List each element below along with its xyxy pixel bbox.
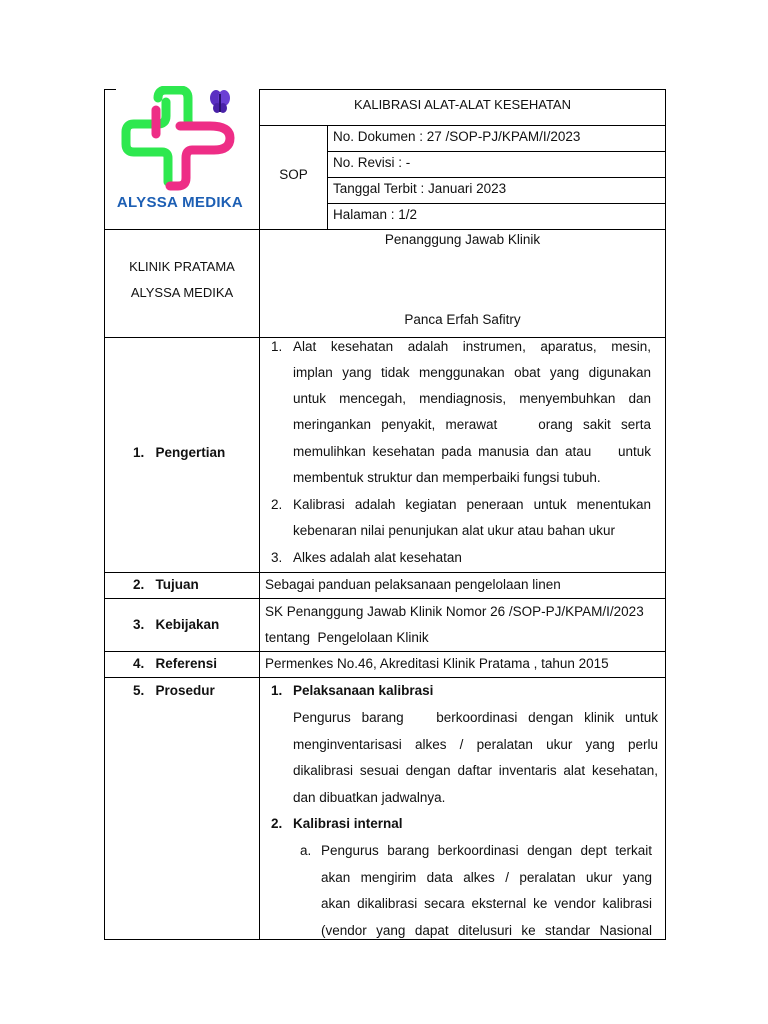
substep-line: akan mengirim data alkes / peralatan ukur yang bbox=[321, 870, 652, 885]
substep-line: (vendor yang dapat ditelusuri ke standar Nasional bbox=[321, 923, 652, 938]
substep-line: akan dikalibrasi secara eksternal ke vendor kalibrasi bbox=[321, 896, 652, 911]
step-number: 1. bbox=[271, 683, 283, 698]
list-line: Kalibrasi adalah kegiatan peneraan untuk menentukan bbox=[293, 497, 651, 512]
kebijakan-line1: SK Penanggung Jawab Klinik Nomor 26 /SOP-PJ/KPAM/I/2023 bbox=[265, 604, 644, 619]
sop-label: SOP bbox=[279, 167, 308, 182]
clinic-name-line1: KLINIK PRATAMA bbox=[129, 259, 235, 274]
logo-text: ALYSSA MEDIKA bbox=[116, 194, 244, 211]
list-line: membentuk struktur dan memperbaiki fungsi tubuh. bbox=[293, 470, 601, 485]
step-line: Pengurus barang berkoordinasi dengan klinik untuk bbox=[293, 710, 658, 725]
step-line: menginventarisasi alkes / peralatan ukur yang perlu bbox=[293, 737, 658, 752]
step-line: dikalibrasi sesuai dengan daftar inventaris alat kesehatan, bbox=[293, 763, 658, 778]
revision-row: No. Revisi : - bbox=[333, 155, 411, 170]
pj-label: Penanggung Jawab Klinik bbox=[384, 232, 541, 247]
list-line: kebenaran nilai penunjukan alat ukur atau bahan ukur bbox=[293, 523, 615, 538]
substep-line: Pengurus barang berkoordinasi dengan dept terkait bbox=[321, 843, 652, 858]
step-line: dan dibuatkan jadwalnya. bbox=[293, 790, 446, 805]
list-line: meringankan penyakit, merawat orang sakit serta bbox=[293, 417, 651, 432]
list-line: Alkes adalah alat kesehatan bbox=[293, 550, 462, 565]
substep-letter: a. bbox=[300, 843, 312, 858]
list-line: Alat kesehatan adalah instrumen, aparatus, mesin, bbox=[293, 339, 651, 354]
list-line: memulihkan kesehatan pada manusia dan atau untuk bbox=[293, 444, 651, 459]
page-row: Halaman : 1/2 bbox=[333, 207, 418, 222]
butterfly-icon bbox=[210, 90, 230, 113]
clinic-logo bbox=[110, 86, 250, 218]
section-label-tujuan: 2. Tujuan bbox=[133, 577, 199, 592]
clinic-name-line2: ALYSSA MEDIKA bbox=[130, 285, 234, 300]
doc-number-row: No. Dokumen : 27 /SOP-PJ/KPAM/I/2023 bbox=[333, 129, 581, 144]
issue-date-row: Tanggal Terbit : Januari 2023 bbox=[333, 181, 507, 196]
medical-cross-logo-icon bbox=[110, 86, 250, 196]
tujuan-text: Sebagai panduan pelaksanaan pengelolaan linen bbox=[265, 577, 561, 592]
section-label-referensi: 4. Referensi bbox=[133, 656, 218, 671]
step-title: Kalibrasi internal bbox=[293, 816, 403, 831]
kebijakan-line2: tentang Pengelolaan Klinik bbox=[265, 630, 429, 645]
step-title: Pelaksanaan kalibrasi bbox=[293, 683, 434, 698]
section-label-prosedur: 5. Prosedur bbox=[133, 683, 215, 698]
list-number: 1. bbox=[271, 339, 283, 354]
pj-name: Panca Erfah Safitry bbox=[404, 312, 521, 327]
step-number: 2. bbox=[271, 816, 283, 831]
list-line: implan yang tidak menggunakan obat yang digunakan bbox=[293, 365, 651, 380]
list-line: untuk mencegah, mendiagnosis, menyembuhkan dan bbox=[293, 391, 651, 406]
section-label-kebijakan: 3. Kebijakan bbox=[133, 617, 220, 632]
section-label-pengertian: 1. Pengertian bbox=[133, 445, 226, 460]
list-number: 3. bbox=[271, 550, 283, 565]
document-title: KALIBRASI ALAT-ALAT KESEHATAN bbox=[354, 97, 571, 112]
referensi-text: Permenkes No.46, Akreditasi Klinik Pratama , tahun 2015 bbox=[265, 656, 609, 671]
list-number: 2. bbox=[271, 497, 283, 512]
